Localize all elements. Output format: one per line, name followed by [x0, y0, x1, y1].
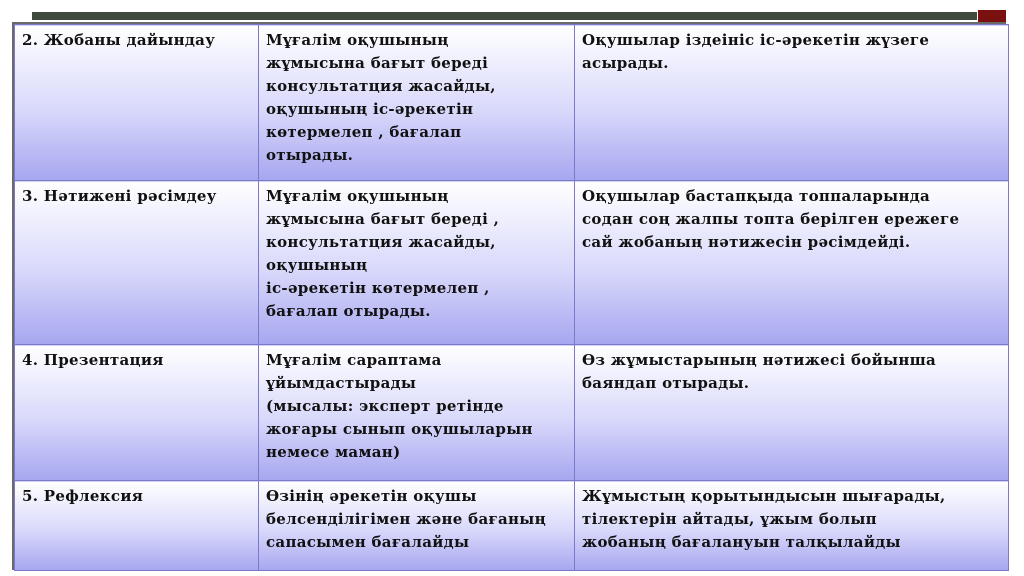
stage-text: 3. Нәтижені рәсімдеу: [22, 187, 217, 205]
stage-text: 2. Жобаны дайындау: [22, 31, 216, 49]
stage-cell: [15, 481, 259, 571]
student-text: Жұмыстың қорытындысын шығарады, тілектерін айтады, ұжым болып жобаның бағалануын талқылайды: [582, 487, 946, 551]
teacher-cell: [259, 481, 575, 571]
teacher-cell: [259, 345, 575, 481]
student-cell: [575, 481, 1009, 571]
project-stages-table: [14, 24, 1009, 571]
table-row: [15, 345, 1009, 481]
table-row: [15, 481, 1009, 571]
stage-cell: [15, 25, 259, 181]
table-row: [15, 25, 1009, 181]
project-stages-table-container: [12, 22, 1006, 570]
student-text: Оқушылар іздеініс іс-әрекетін жүзеге асырады.: [582, 31, 930, 72]
top-decorative-bar: [32, 12, 977, 20]
student-text: Оқушылар бастапқыда топпаларында содан соң жалпы топта берілген ережеге сай жобаның нәтижесін рәсімдейді.: [582, 187, 960, 251]
teacher-cell: [259, 25, 575, 181]
teacher-text: Мұғалім оқушының жұмысына бағыт береді консультатция жасайды, оқушының іс-әрекетін көтермелеп , бағалап отырады.: [266, 31, 496, 164]
stage-cell: [15, 181, 259, 345]
teacher-text: Мұғалім оқушының жұмысына бағыт береді , консультатция жасайды, оқушының іс-әрекетін көтермелеп , бағалап отырады.: [266, 187, 500, 320]
stage-text: 5. Рефлексия: [22, 487, 144, 505]
stage-cell: [15, 345, 259, 481]
student-cell: [575, 25, 1009, 181]
student-text: Өз жұмыстарының нәтижесі бойынша баяндап отырады.: [582, 351, 937, 392]
student-cell: [575, 345, 1009, 481]
teacher-cell: [259, 181, 575, 345]
teacher-text: Мұғалім сараптама ұйымдастырады (мысалы: эксперт ретінде жоғары сынып оқушыларын немесе маман): [266, 351, 533, 461]
teacher-text: Өзінің әрекетін оқушы белсенділігімен және бағаның сапасымен бағалайды: [266, 487, 546, 551]
table-row: [15, 181, 1009, 345]
stage-text: 4. Презентация: [22, 351, 164, 369]
student-cell: [575, 181, 1009, 345]
